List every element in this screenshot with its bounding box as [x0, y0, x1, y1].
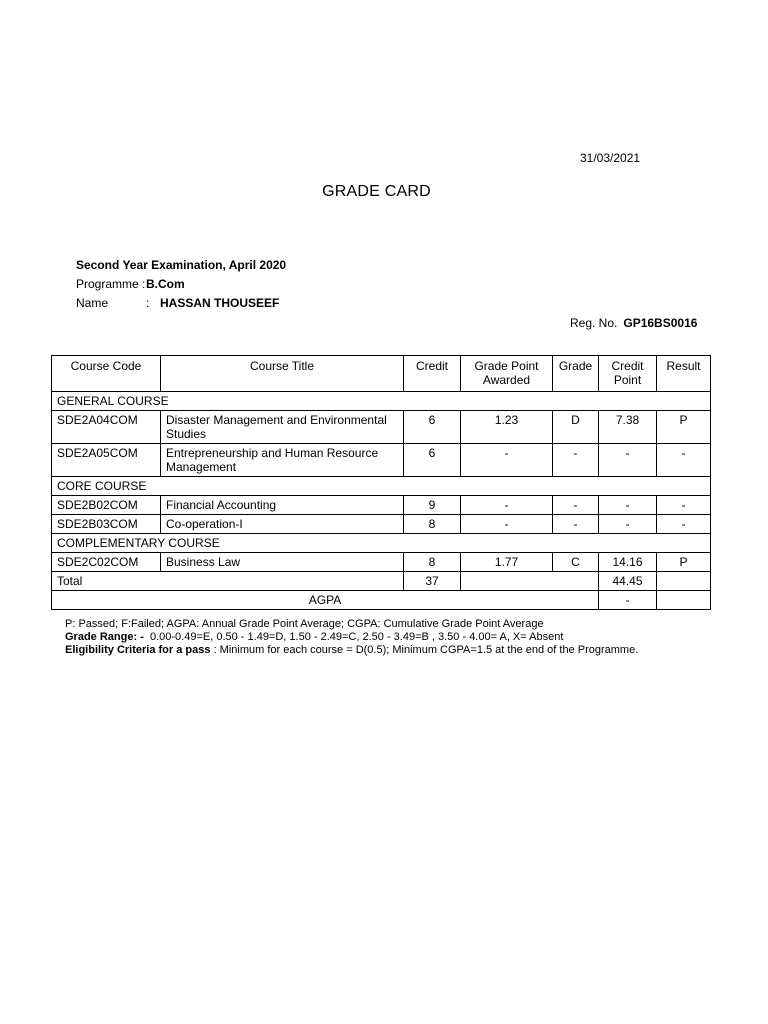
grade: -: [553, 496, 599, 515]
total-credit: 37: [404, 572, 461, 591]
section-label: COMPLEMENTARY COURSE: [52, 534, 711, 553]
eligibility-label: Eligibility Criteria for a pass: [65, 644, 211, 656]
grade-point: -: [461, 444, 553, 477]
result: P: [657, 411, 711, 444]
grade-point: -: [461, 496, 553, 515]
grade-range-text: 0.00-0.49=E, 0.50 - 1.49=D, 1.50 - 2.49=C, 2.50 - 3.49=B , 3.50 - 4.00= A, X= Absent: [149, 631, 564, 643]
legend-note: P: Passed; F:Failed; AGPA: Annual Grade Point Average; CGPA: Cumulative Grade Point Average: [65, 618, 544, 630]
section-row-complementary: [52, 534, 711, 553]
credit-point: -: [599, 444, 657, 477]
table-row: [52, 515, 711, 534]
credit: 6: [404, 444, 461, 477]
course-title: Business Law: [161, 553, 404, 572]
course-title: Disaster Management and Environmental Studies: [161, 411, 404, 444]
grade-range-note: [65, 631, 638, 644]
result: -: [657, 496, 711, 515]
total-blank: [461, 572, 599, 591]
name-label: Name: [76, 296, 109, 310]
reg-no: [570, 316, 697, 330]
col-header-course-code: Course Code: [52, 356, 161, 392]
col-header-credit-point: Credit Point: [599, 356, 657, 392]
col-header-grade: Grade: [553, 356, 599, 392]
credit: 9: [404, 496, 461, 515]
total-credit-point: 44.45: [599, 572, 657, 591]
course-code: SDE2C02COM: [52, 553, 161, 572]
grade-point: 1.77: [461, 553, 553, 572]
col-header-result: Result: [657, 356, 711, 392]
table-row: [52, 553, 711, 572]
table-header-row: [52, 356, 711, 392]
programme-value: B.Com: [146, 277, 185, 291]
table-row: [52, 411, 711, 444]
credit: 8: [404, 515, 461, 534]
eligibility-text: : Minimum for each course = D(0.5); Minimum CGPA=1.5 at the end of the Programme.: [213, 644, 639, 656]
table-row: [52, 444, 711, 477]
section-label: GENERAL COURSE: [52, 392, 711, 411]
course-title: Entrepreneurship and Human Resource Management: [161, 444, 404, 477]
col-header-credit: Credit: [404, 356, 461, 392]
issue-date: 31/03/2021: [580, 151, 641, 165]
agpa-label: AGPA: [52, 591, 599, 610]
grade-table: [51, 355, 711, 610]
result: -: [657, 515, 711, 534]
page-title: GRADE CARD: [322, 183, 431, 200]
course-code: SDE2B02COM: [52, 496, 161, 515]
name-value: HASSAN THOUSEEF: [160, 296, 280, 310]
grade: C: [553, 553, 599, 572]
credit: 6: [404, 411, 461, 444]
credit-point: -: [599, 496, 657, 515]
grade-range-label: Grade Range: -: [65, 631, 144, 643]
course-title: Financial Accounting: [161, 496, 404, 515]
grade-point: -: [461, 515, 553, 534]
result: P: [657, 553, 711, 572]
course-code: SDE2A05COM: [52, 444, 161, 477]
grade: -: [553, 515, 599, 534]
credit: 8: [404, 553, 461, 572]
programme-label: Programme :: [76, 277, 146, 291]
programme-row: [76, 277, 185, 291]
section-row-core: [52, 477, 711, 496]
section-label: CORE COURSE: [52, 477, 711, 496]
reg-label: Reg. No.: [570, 316, 618, 330]
name-row: [76, 296, 279, 310]
grade: -: [553, 444, 599, 477]
grade: D: [553, 411, 599, 444]
name-colon: :: [146, 296, 150, 310]
credit-point: -: [599, 515, 657, 534]
col-header-grade-point: Grade Point Awarded: [461, 356, 553, 392]
credit-point: 7.38: [599, 411, 657, 444]
table-row: [52, 496, 711, 515]
course-code: SDE2B03COM: [52, 515, 161, 534]
grade-point: 1.23: [461, 411, 553, 444]
course-code: SDE2A04COM: [52, 411, 161, 444]
reg-value: GP16BS0016: [623, 316, 698, 330]
total-row: [52, 572, 711, 591]
result: -: [657, 444, 711, 477]
total-result-blank: [657, 572, 711, 591]
agpa-row: [52, 591, 711, 610]
eligibility-note: [65, 644, 638, 657]
col-header-course-title: Course Title: [161, 356, 404, 392]
exam-name: Second Year Examination, April 2020: [76, 258, 287, 272]
notes: [65, 618, 638, 657]
credit-point: 14.16: [599, 553, 657, 572]
agpa-blank: [657, 591, 711, 610]
course-title: Co-operation-I: [161, 515, 404, 534]
section-row-general: [52, 392, 711, 411]
agpa-value: -: [599, 591, 657, 610]
total-label: Total: [52, 572, 404, 591]
